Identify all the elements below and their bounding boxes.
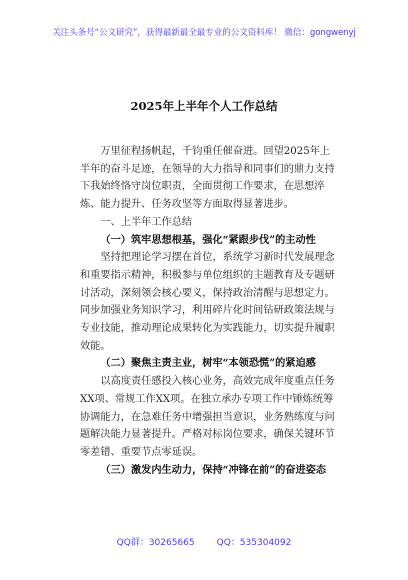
- subsection-heading: （一）筑牢思想根基，强化“紧跟步伐”的主动性: [100, 233, 316, 246]
- footer-qq: QQ：535304092: [216, 538, 292, 548]
- intro-paragraph: 万里征程扬帆起，千钧重任催奋进。回望2025年上半年的奋斗足迹，在领导的大力指导和同事们的鼎力支持下我始终恪守岗位职责，全面贯彻工作要求，在思想淬炼、能力提升、任务攻坚等方面取得显著进步。: [80, 146, 335, 211]
- header-banner: 关注头条号“公文研究”，获得最新最全最专业的公文资料库！ 微信：gongwenyj: [52, 28, 356, 38]
- footer-contact: [0, 535, 408, 548]
- document-body: [80, 143, 335, 479]
- footer-qq-group: QQ群：30265665: [116, 538, 195, 548]
- section-heading: 一、上半年工作总结: [100, 216, 193, 228]
- body-paragraph: 以高度责任感投入核心业务，高效完成年度重点任务XX项、常规工作XX项。在独立承办专项工作中锤炼统筹协调能力，在急难任务中增强担当意识，业务熟练度与问题解决能力显著提升。严格对标岗位要求，确保关键环节零差错、重要节点零延误。: [80, 376, 335, 458]
- subsection-heading: （二）聚焦主责主业，树牢“本领恐慌”的紧迫感: [100, 357, 316, 370]
- document-title: 2025年上半年个人工作总结: [130, 99, 278, 113]
- subsection-heading: （三）激发内生动力，保持“冲锋在前”的奋进姿态: [100, 463, 327, 476]
- body-paragraph: 坚持把理论学习摆在首位，系统学习新时代发展理念和重要指示精神，积极参与单位组织的主题教育及专题研讨活动，深刻领会核心要义，保持政治清醒与思想定力。同步加强业务知识学习，利用碎片化时间钻研政策法规与专业技能，推动理论成果转化为实践能力，切实提升履职效能。: [80, 252, 335, 352]
